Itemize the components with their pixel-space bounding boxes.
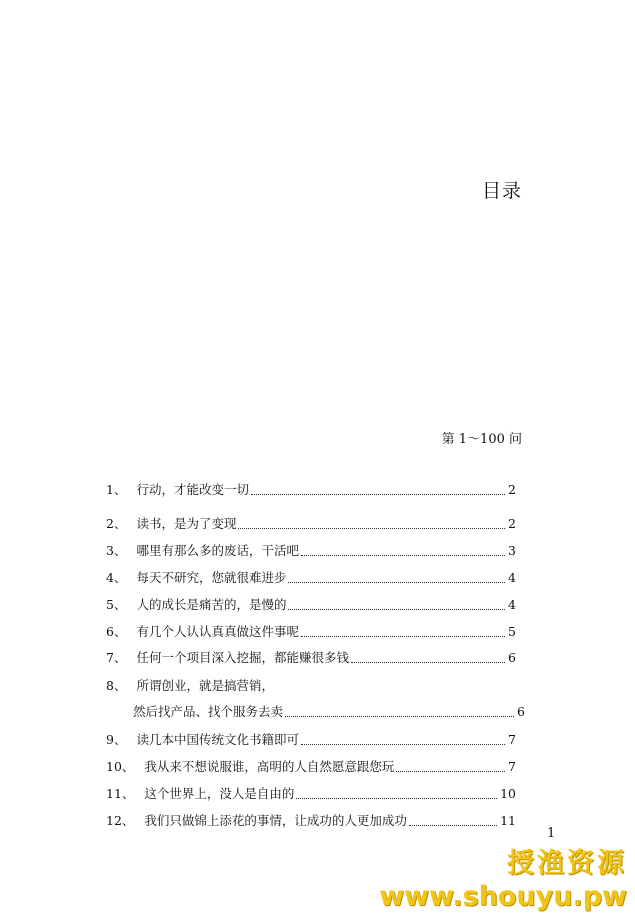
dot-leader [351,661,505,663]
toc-entry-page: 3 [508,543,516,558]
toc-entry-3[interactable] [106,542,516,560]
dot-leader [396,770,505,772]
watermark-text: 授渔资源 [507,848,627,879]
toc-entry-number: 3、 [106,543,127,558]
toc-entry-text: 读几本中国传统文化书籍即可 [136,732,299,747]
toc-entry-text: 每天不研究，您就很难进步 [136,570,287,585]
toc-entry-number: 10、 [106,759,135,774]
toc-entry-text: 我们只做锦上添花的事情，让成功的人更加成功 [144,813,407,828]
watermark-url: www.shouyu.pw [379,881,627,912]
toc-entry-text: 哪里有那么多的废话，干活吧 [136,543,299,558]
toc-entry-page: 11 [500,813,516,828]
toc-entry-text: 任何一个项目深入挖掘，都能赚很多钱 [136,650,349,665]
toc-entry-number: 11、 [106,786,135,801]
toc-entry-page: 7 [508,759,516,774]
dot-leader [285,715,514,717]
toc-entry-page: 6 [508,650,516,665]
toc-entry-page: 5 [508,624,516,639]
toc-entry-number: 8、 [106,678,127,693]
toc-entry-number: 5、 [106,597,127,612]
toc-entry-text: 读书，是为了变现 [136,516,237,531]
toc-entry-number: 4、 [106,570,127,585]
dot-leader [296,797,497,799]
toc-entry-5[interactable] [106,596,516,614]
toc-entry-page: 4 [508,597,516,612]
page-number: 1 [547,826,556,841]
toc-entry-text: 然后找产品、找个服务去卖 [133,704,284,719]
toc-entry-number: 2、 [106,516,127,531]
dot-leader [409,824,497,826]
toc-entry-text: 人的成长是痛苦的，是慢的 [136,597,287,612]
watermark [379,848,627,914]
toc-entry-9[interactable] [106,731,516,749]
toc-entry-page: 6 [517,704,525,719]
toc-entry-1[interactable] [106,481,516,499]
toc-entry-page: 2 [508,482,516,497]
dot-leader [301,554,505,556]
toc-entry-page: 4 [508,570,516,585]
toc-entry-11[interactable] [106,785,516,803]
toc-entry-text: 所谓创业，就是搞营销， [136,678,274,693]
toc-entry-4[interactable] [106,569,516,587]
toc-entry-text: 行动，才能改变一切 [136,482,249,497]
toc-entry-text: 有几个人认认真真做这件事呢 [136,624,299,639]
toc-entry-text: 这个世界上，没人是自由的 [144,786,295,801]
toc-entry-page: 2 [508,516,516,531]
dot-leader [238,527,505,529]
toc-entry-number: 12、 [106,813,135,828]
toc-title: 目录 [481,180,522,202]
dot-leader [288,581,505,583]
toc-entry-text: 我从来不想说服谁，高明的人自然愿意跟您玩 [144,759,395,774]
toc-entry-page: 7 [508,732,516,747]
section-heading: 第 1～100 问 [441,432,522,447]
dot-leader [301,635,505,637]
toc-entry-10[interactable] [106,758,516,776]
dot-leader [301,743,505,745]
toc-entry-number: 9、 [106,732,127,747]
toc-entry-number: 7、 [106,650,127,665]
toc-entry-page: 10 [500,786,516,801]
toc-entry-8[interactable] [106,677,516,695]
dot-leader [251,493,505,495]
toc-entry-12[interactable] [106,812,516,830]
toc-entry-8-continuation[interactable] [133,703,525,721]
toc-entry-6[interactable] [106,623,516,641]
toc-entry-2[interactable] [106,515,516,533]
dot-leader [288,608,505,610]
toc-entry-7[interactable] [106,649,516,667]
toc-entry-number: 1、 [106,482,127,497]
toc-entry-number: 6、 [106,624,127,639]
